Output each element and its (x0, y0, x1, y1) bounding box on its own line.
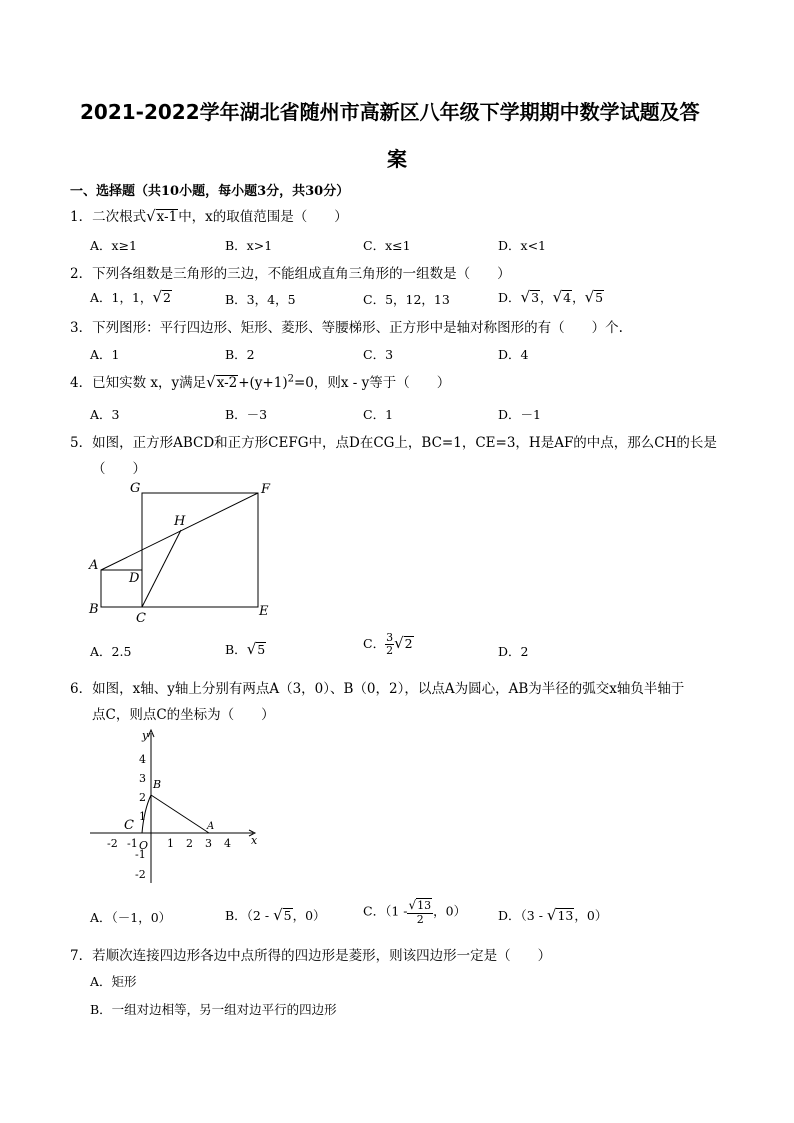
x-axis-label: x (251, 834, 258, 847)
q5-figure (85, 478, 285, 628)
q6-d-text-pre: D．（3 - (498, 908, 547, 923)
q6-b-radicand: 5 (283, 908, 292, 923)
q1-option-d[interactable]: D．x<1 (498, 238, 546, 253)
sqrt-symbol: √ (552, 288, 563, 306)
question-2: 2．下列各组数是三角形的三边，不能组成直角三角形的一组数是（ ） (70, 266, 511, 282)
q5-b-text: B． (225, 642, 247, 657)
q7-option-b[interactable]: B．一组对边相等，另一组对边平行的四边形 (90, 1002, 337, 1017)
x-tick-1: 1 (167, 837, 174, 850)
label-e: E (259, 604, 269, 619)
q5-b-radicand: 5 (257, 642, 266, 657)
page-title-line2: 案 (387, 147, 407, 171)
q5-c-text: C． (363, 636, 386, 651)
label-b: B (89, 602, 99, 617)
q2-d-radicand-3: 5 (595, 290, 604, 305)
q6-c-radicand: 13 (417, 899, 432, 912)
y-tick-neg1: -1 (135, 848, 146, 861)
q2-d-radicand-1: 3 (531, 290, 540, 305)
sqrt-symbol: √ (408, 898, 417, 912)
label-h: H (174, 514, 186, 529)
q5-option-c[interactable] (363, 632, 414, 657)
square-cefg (142, 493, 258, 607)
q5-option-a[interactable]: A．2.5 (90, 644, 132, 659)
q6-c-text-pre: C．（1 - (363, 903, 408, 919)
x-tick-3: 3 (205, 837, 212, 850)
q4-option-c[interactable]: C．1 (363, 407, 394, 422)
x-tick-neg2: -2 (107, 837, 118, 850)
x-tick-neg1: -1 (127, 837, 138, 850)
y-tick-3: 3 (139, 772, 146, 785)
q2-option-d[interactable] (498, 288, 604, 306)
q4-text-post: =0，则x - y等于（ ） (293, 375, 451, 391)
question-5: 5．如图，正方形ABCD和正方形CEFG中，点D在CG上，BC=1，CE=3，H是AF的中点，那么CH的长是 (70, 435, 717, 451)
q1-option-b[interactable]: B．x>1 (225, 238, 273, 253)
y-tick-4: 4 (139, 753, 146, 766)
q2-option-b[interactable]: B．3，4，5 (225, 292, 296, 307)
sqrt-symbol: √ (246, 640, 257, 658)
q6-c-text-post: ，0） (433, 903, 467, 919)
fraction-numerator (407, 898, 433, 914)
q5-c-radicand: 2 (404, 636, 413, 651)
fraction-numerator: 3 (386, 631, 394, 644)
q4-exponent: 2 (287, 373, 294, 385)
q5-option-d[interactable]: D．2 (498, 644, 529, 659)
label-g: G (130, 481, 141, 496)
question-5-line2: （ ） (92, 461, 146, 477)
label-a: A (89, 558, 99, 573)
fraction (407, 898, 433, 926)
question-6-line2: 点C，则点C的坐标为（ ） (92, 707, 275, 723)
fraction-denominator: 2 (416, 913, 424, 926)
sqrt-symbol: √ (546, 906, 557, 924)
q2-a-radicand: 2 (163, 290, 171, 305)
y-tick-2: 2 (139, 791, 146, 804)
q6-option-c[interactable] (363, 898, 466, 926)
fraction (385, 632, 394, 657)
q6-b-text-pre: B．（2 - (225, 908, 274, 923)
section-heading: 一、选择题（共10小题，每小题3分，共30分） (70, 184, 350, 199)
page-title: 2021-2022学年湖北省随州市高新区八年级下学期期中数学试题及答 (80, 100, 700, 124)
question-1 (70, 205, 348, 225)
question-7: 7．若顺次连接四边形各边中点所得的四边形是菱形，则该四边形一定是（ ） (70, 948, 552, 964)
q1-option-c[interactable]: C．x≤1 (363, 238, 411, 253)
q3-option-c[interactable]: C．3 (363, 347, 394, 362)
q3-option-d[interactable]: D．4 (498, 347, 529, 362)
point-a-label: A (207, 821, 215, 832)
q3-option-b[interactable]: B．2 (225, 347, 255, 362)
q6-d-radicand: 13 (557, 908, 574, 923)
q1-radicand: x-1 (156, 209, 178, 225)
segment-ch (142, 530, 181, 607)
q2-option-a[interactable] (90, 288, 172, 306)
q3-option-a[interactable]: A．1 (90, 347, 120, 362)
q6-option-a[interactable]: A．（－1，0） (90, 910, 172, 925)
label-f: F (261, 482, 271, 497)
q1-option-a[interactable]: A．x≥1 (90, 238, 138, 253)
label-c: C (136, 611, 146, 626)
sqrt-symbol: √ (584, 288, 595, 306)
label-d: D (129, 571, 140, 586)
sqrt-symbol: √ (206, 373, 216, 391)
q7-option-a[interactable]: A．矩形 (90, 974, 137, 989)
segment-af (101, 493, 258, 570)
q6-coordinate-figure (85, 725, 265, 890)
y-axis-label: y (142, 729, 149, 742)
sqrt-symbol: √ (146, 207, 156, 225)
comma: ， (540, 290, 553, 305)
question-4 (70, 371, 450, 391)
fraction-denominator: 2 (386, 644, 394, 657)
q4-option-b[interactable]: B．－3 (225, 407, 268, 422)
q6-option-b[interactable] (225, 906, 326, 924)
q2-option-c[interactable]: C．5，12，13 (363, 292, 450, 307)
sqrt-symbol: √ (520, 288, 531, 306)
sqrt-symbol: √ (394, 634, 404, 652)
x-tick-2: 2 (186, 837, 193, 850)
q4-option-a[interactable]: A．3 (90, 407, 120, 422)
q4-radicand: x-2 (216, 375, 238, 391)
comma: ， (572, 290, 585, 305)
q4-text-pre: 4．已知实数 x，y满足 (70, 375, 207, 391)
question-3: 3．下列图形：平行四边形、矩形、菱形、等腰梯形、正方形中是轴对称图形的有（ ）个. (70, 320, 623, 336)
q6-d-text-post: ，0） (574, 908, 608, 923)
sqrt-symbol: √ (152, 288, 162, 306)
q4-option-d[interactable]: D．－1 (498, 407, 541, 422)
q2-d-text: D． (498, 290, 521, 305)
q4-text-mid: +(y+1) (238, 375, 288, 391)
q2-a-text: A．1，1， (90, 290, 153, 305)
sqrt-symbol: √ (273, 906, 283, 924)
question-6: 6．如图，x轴、y轴上分别有两点A（3，0）、B（0，2），以点A为圆心，AB为半径的弧交x轴负半轴于 (70, 681, 685, 697)
origin-label: O (139, 839, 149, 852)
x-tick-4: 4 (224, 837, 231, 850)
q6-option-d[interactable] (498, 906, 607, 924)
y-tick-neg2: -2 (135, 868, 146, 881)
segment-ab (151, 795, 209, 833)
q2-d-radicand-2: 4 (563, 290, 572, 305)
q5-option-b[interactable] (225, 640, 266, 658)
y-tick-1: 1 (139, 810, 146, 823)
q6-b-text-post: ，0） (292, 908, 326, 923)
q1-text-post: 中，x的取值范围是（ ） (178, 209, 348, 225)
point-b-label: B (153, 778, 162, 791)
q1-text-pre: 1．二次根式 (70, 209, 147, 225)
point-c-label: C (124, 818, 134, 833)
